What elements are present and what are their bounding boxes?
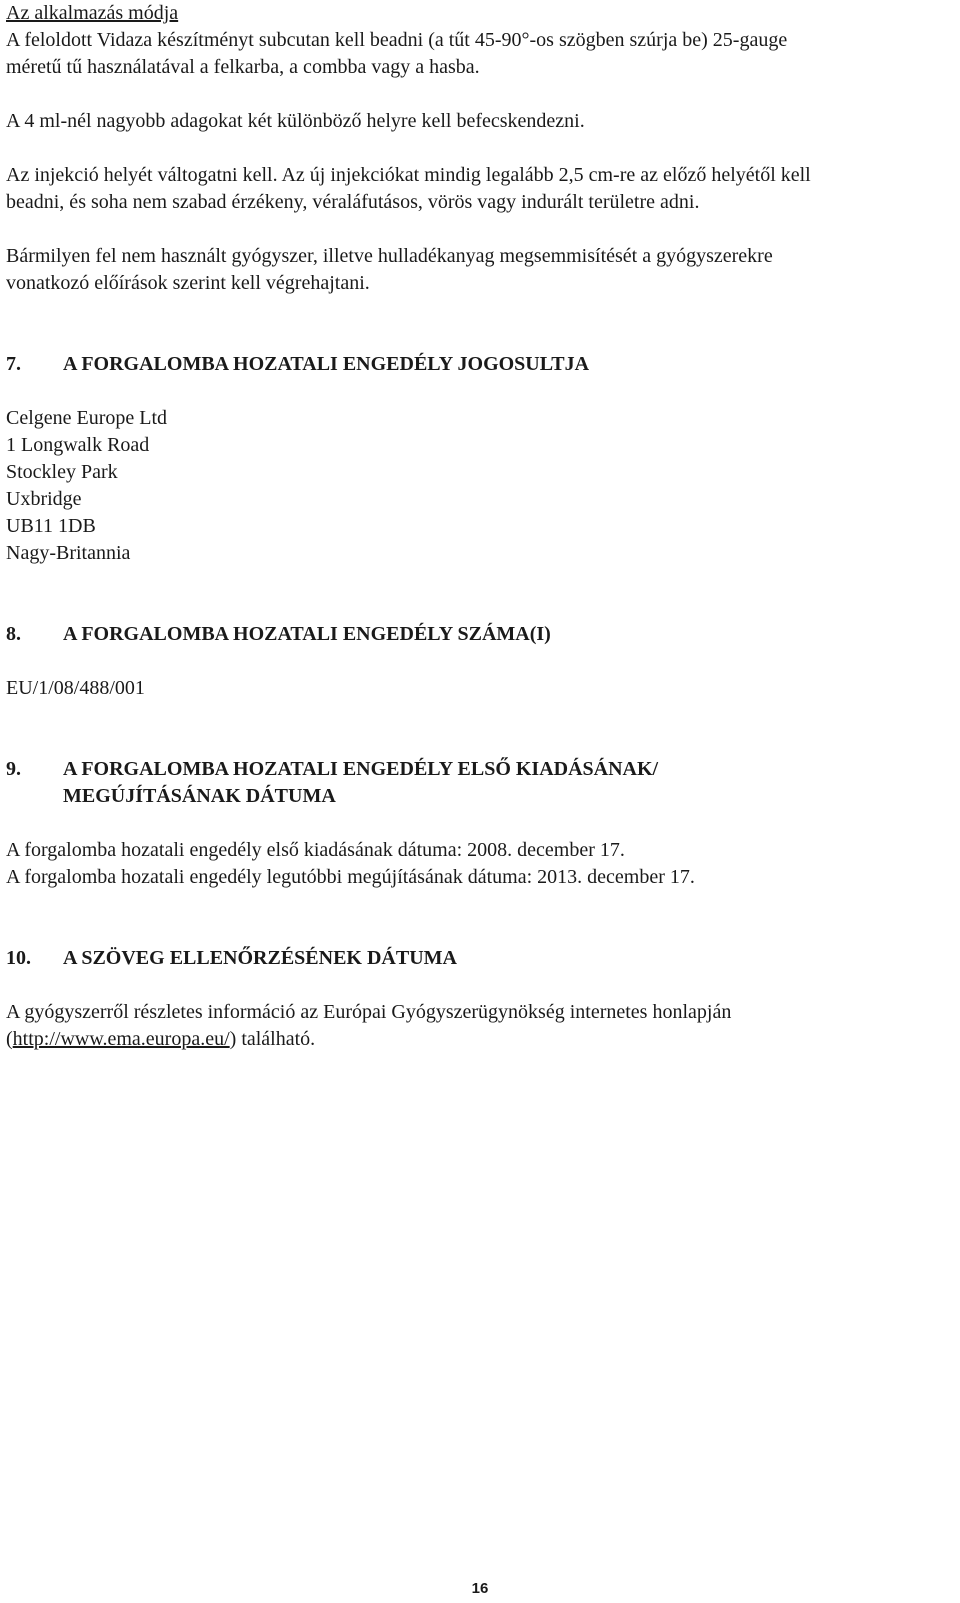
administration-heading: Az alkalmazás módja [6,2,179,24]
document-page [6,0,954,1053]
address-line: 1 Longwalk Road [6,434,150,456]
section-9-title-line1: A FORGALOMBA HOZATALI ENGEDÉLY ELSŐ KIADÁSÁNAK/ [63,758,659,780]
address-line: Stockley Park [6,461,118,483]
section-10-tail: ) található. [229,1028,316,1050]
address-line: Celgene Europe Ltd [6,407,168,429]
section-7-title: A FORGALOMBA HOZATALI ENGEDÉLY JOGOSULTJA [63,353,590,375]
administration-paragraph-2: A 4 ml-nél nagyobb adagokat két különböző helyre kell befecskendezni. [6,110,585,132]
section-9-heading [6,756,954,810]
ema-website-link[interactable]: http://www.ema.europa.eu/ [12,1028,230,1050]
authorisation-dates [6,837,954,891]
address-line: Nagy-Britannia [6,542,131,564]
administration-p4-line2: vonatkozó előírások szerint kell végrehajtani. [6,272,370,294]
administration-p1-line2: méretű tű használatával a felkarba, a combba vagy a hasba. [6,56,480,78]
section-8-number: 8. [6,623,21,645]
authorisation-number: EU/1/08/488/001 [6,677,145,699]
section-7-number: 7. [6,353,21,375]
section-10-heading [6,945,954,972]
first-authorisation-date: A forgalomba hozatali engedély első kiadásának dátuma: 2008. december 17. [6,839,625,861]
open-paren: ( [6,1028,13,1050]
administration-p3-line1: Az injekció helyét váltogatni kell. Az új injekciókat mindig legalább 2,5 cm-re az előző helyétől kell [6,164,811,186]
section-9-title-line2: MEGÚJÍTÁSÁNAK DÁTUMA [63,785,336,807]
section-8-heading [6,621,954,648]
administration-paragraph-3 [6,162,954,216]
section-10-title: A SZÖVEG ELLENŐRZÉSÉNEK DÁTUMA [63,947,457,969]
address-line: Uxbridge [6,488,82,510]
address-line: UB11 1DB [6,515,96,537]
administration-paragraph-4 [6,243,954,297]
section-10-number: 10. [6,947,31,969]
section-9-title [63,756,954,810]
administration-p1-line1: A feloldott Vidaza készítményt subcutan kell beadni (a tűt 45-90°-os szögben szúrja be) 25-gauge [6,29,788,51]
page-number: 16 [471,1580,489,1597]
section-8-title: A FORGALOMBA HOZATALI ENGEDÉLY SZÁMA(I) [63,623,551,645]
section-10-line1: A gyógyszerről részletes információ az Európai Gyógyszerügynökség internetes honlapján [6,1001,732,1023]
section-10-text [6,999,954,1053]
section-7-heading [6,351,954,378]
administration-p3-line2: beadni, és soha nem szabad érzékeny, véraláfutásos, vörös vagy indurált területre adni. [6,191,700,213]
administration-paragraph-1 [6,27,954,81]
holder-address [6,405,954,567]
section-9-number: 9. [6,758,21,780]
renewal-date: A forgalomba hozatali engedély legutóbbi megújításának dátuma: 2013. december 17. [6,866,695,888]
administration-p4-line1: Bármilyen fel nem használt gyógyszer, illetve hulladékanyag megsemmisítését a gyógyszerekre [6,245,773,267]
